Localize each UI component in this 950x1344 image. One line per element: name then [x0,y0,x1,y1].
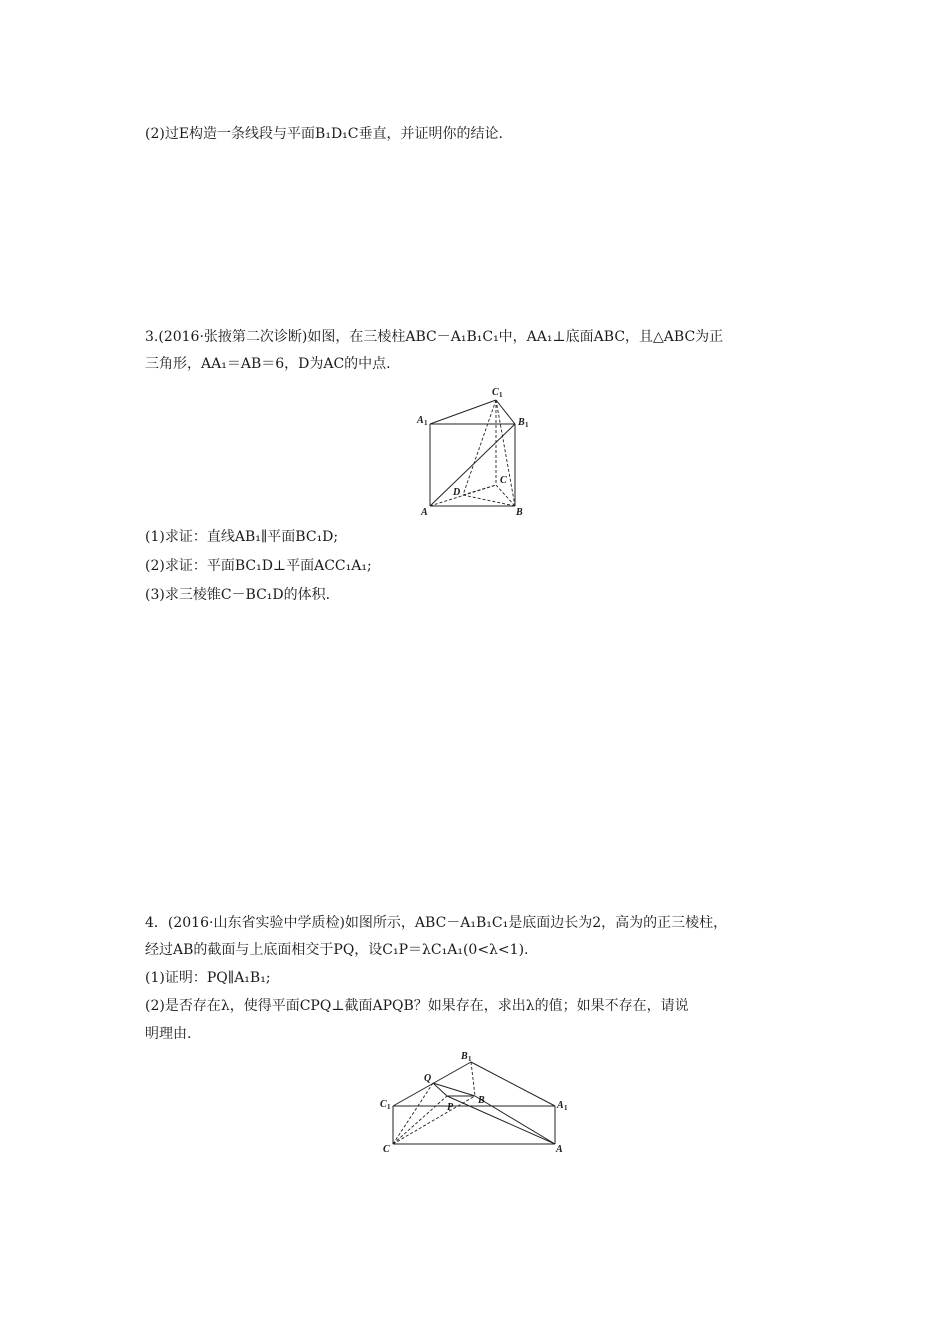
problem3-part3: (3)求三棱锥C－BC₁D的体积. [145,587,331,603]
prism-figure-3 [410,385,540,524]
problem4-line2: 经过AB的截面与上底面相交于PQ，设C₁P＝λC₁A₁(0<λ<1). [145,942,529,958]
label-A: A [421,507,428,518]
label-A1: A [557,1100,564,1111]
problem4-part1: (1)证明：PQ∥A₁B₁; [145,970,271,986]
label-B1: B [518,417,525,428]
label-B: B [516,507,523,518]
svg-text:1: 1 [525,421,529,429]
problem4-part2b: 明理由. [145,1026,192,1042]
label-P: P [447,1102,454,1113]
problem4-line1: 4．(2016·山东省实验中学质检)如图所示，ABC－A₁B₁C₁是底面边长为2，高为的正三棱柱， [145,915,728,931]
label-A: A [556,1144,563,1155]
label-D: D [453,487,461,498]
problem3-part2: (2)求证：平面BC₁D⊥平面ACC₁A₁; [145,558,372,574]
problem4-part2a: (2)是否存在λ，使得平面CPQ⊥截面APQB？如果存在，求出λ的值；如果不存在，请说 [145,998,689,1014]
svg-text:1: 1 [424,419,428,427]
svg-text:1: 1 [468,1055,472,1063]
label-C: C [383,1144,390,1155]
label-Q: Q [424,1073,432,1084]
svg-text:1: 1 [387,1103,391,1111]
svg-text:1: 1 [564,1104,568,1112]
svg-text:1: 1 [499,391,503,399]
label-A1: A [417,415,424,426]
problem3-line2: 三角形，AA₁＝AB＝6，D为AC的中点. [145,356,391,372]
label-C1: C [380,1099,387,1110]
label-C: C [500,475,507,486]
prism-figure-4 [375,1048,575,1162]
problem3-part1: (1)求证：直线AB₁∥平面BC₁D; [145,529,339,545]
label-B1: B [461,1051,468,1062]
problem3-line1: 3.(2016·张掖第二次诊断)如图，在三棱柱ABC－A₁B₁C₁中，AA₁⊥底面ABC，且△ABC为正 [145,329,724,345]
q2-part2: (2)过E构造一条线段与平面B₁D₁C垂直，并证明你的结论. [145,126,503,142]
label-C1: C [492,387,499,398]
label-B: B [478,1095,485,1106]
